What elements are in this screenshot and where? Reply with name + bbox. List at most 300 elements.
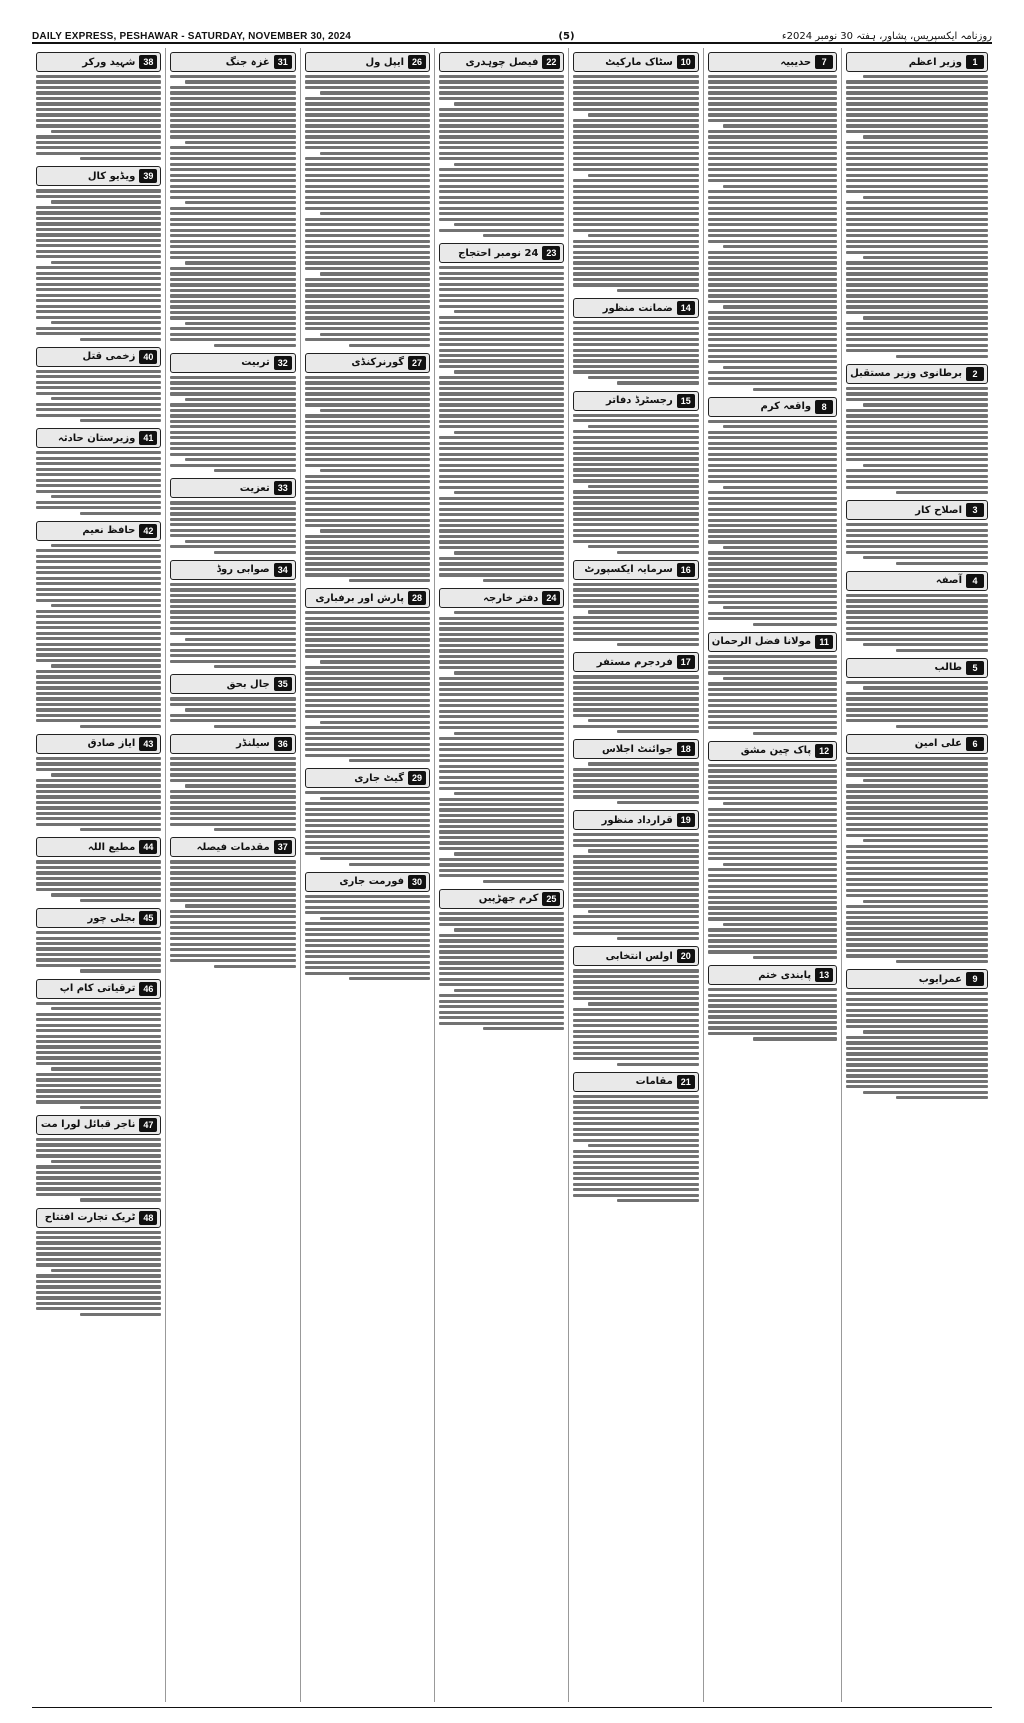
text-line <box>708 704 837 707</box>
text-line <box>439 190 564 193</box>
text-line <box>36 294 161 297</box>
text-line <box>36 942 161 945</box>
text-line <box>439 338 564 341</box>
text-line <box>36 615 161 618</box>
text-line <box>454 792 564 795</box>
text-line <box>573 332 698 335</box>
text-line <box>846 141 988 144</box>
text-line <box>36 479 161 482</box>
story-body-text <box>170 583 295 668</box>
story-number: 8 <box>815 400 833 414</box>
text-line <box>573 370 698 373</box>
story-title: غزہ جنگ <box>225 56 270 68</box>
text-line <box>573 997 698 1000</box>
text-line <box>349 977 430 980</box>
text-line <box>846 872 988 875</box>
text-line <box>846 1014 988 1017</box>
text-line <box>573 588 698 591</box>
text-line <box>573 190 698 193</box>
text-line <box>36 468 161 471</box>
text-line <box>846 240 988 243</box>
text-line <box>439 945 564 948</box>
story-title: پارش اور برفباری <box>315 592 405 604</box>
text-line <box>305 201 430 204</box>
text-line <box>708 218 837 221</box>
text-line <box>846 289 988 292</box>
text-line <box>573 627 698 630</box>
text-line <box>170 119 295 122</box>
news-story <box>439 588 564 883</box>
text-line <box>439 743 564 746</box>
text-line <box>439 414 564 417</box>
text-line <box>305 617 430 620</box>
story-number: 40 <box>139 350 157 364</box>
text-line <box>454 310 564 313</box>
text-line <box>51 664 161 667</box>
story-number: 14 <box>677 301 695 315</box>
text-line <box>170 888 295 891</box>
text-line <box>846 475 988 478</box>
text-line <box>305 966 430 969</box>
text-line <box>846 130 988 133</box>
text-line <box>170 915 295 918</box>
text-line <box>185 638 295 641</box>
text-line <box>439 863 564 866</box>
text-line <box>708 294 837 297</box>
text-line <box>439 540 564 543</box>
text-line <box>708 256 837 259</box>
text-line <box>573 518 698 521</box>
story-number: 2 <box>966 367 984 381</box>
story-title: ناجر قبائل لورا مت <box>40 1119 136 1131</box>
text-line <box>36 283 161 286</box>
story-number: 45 <box>139 911 157 925</box>
text-line <box>573 860 698 863</box>
story-number: 47 <box>139 1118 157 1132</box>
text-line <box>305 141 430 144</box>
text-line <box>305 524 430 527</box>
news-story <box>36 521 161 728</box>
text-line <box>170 507 295 510</box>
news-column <box>434 48 568 1702</box>
text-line <box>708 710 837 713</box>
text-line <box>439 787 564 790</box>
text-line <box>36 490 161 493</box>
story-title: برطانوی وزیر مستقبل <box>850 368 962 380</box>
text-line <box>846 1019 988 1022</box>
text-line <box>439 332 564 335</box>
story-heading <box>36 837 161 857</box>
text-line <box>708 699 837 702</box>
text-line <box>170 300 295 303</box>
text-line <box>170 594 295 597</box>
story-number: 24 <box>542 591 560 605</box>
text-line <box>454 611 564 614</box>
text-line <box>846 207 988 210</box>
text-line <box>305 229 430 232</box>
text-line <box>36 555 161 558</box>
text-line <box>305 475 430 478</box>
text-line <box>573 1095 698 1098</box>
story-body-text <box>846 992 988 1099</box>
text-line <box>170 86 295 89</box>
text-line <box>305 830 430 833</box>
text-line <box>573 1008 698 1011</box>
text-line <box>723 245 837 248</box>
story-heading <box>573 298 698 318</box>
text-line <box>305 671 430 674</box>
text-line <box>170 926 295 929</box>
text-line <box>439 803 564 806</box>
text-line <box>170 289 295 292</box>
text-line <box>708 868 837 871</box>
text-line <box>305 464 430 467</box>
text-line <box>723 305 837 308</box>
text-line <box>846 436 988 439</box>
story-heading <box>305 768 430 788</box>
story-number: 19 <box>677 813 695 827</box>
text-line <box>170 453 295 456</box>
text-line <box>439 447 564 450</box>
text-line <box>439 80 564 83</box>
text-line <box>36 860 161 863</box>
text-line <box>439 830 564 833</box>
text-line <box>36 239 161 242</box>
text-line <box>170 932 295 935</box>
text-line <box>846 992 988 995</box>
text-line <box>214 551 295 554</box>
story-body-text <box>573 762 698 804</box>
news-column <box>32 48 165 1702</box>
story-number: 39 <box>139 169 157 183</box>
story-body-text <box>573 833 698 940</box>
text-line <box>305 732 430 735</box>
text-line <box>439 458 564 461</box>
text-line <box>439 798 564 801</box>
text-line <box>36 888 161 891</box>
news-story <box>170 560 295 668</box>
story-number: 12 <box>815 744 833 758</box>
text-line <box>439 573 564 576</box>
text-line <box>170 654 295 657</box>
text-line <box>573 80 698 83</box>
bottom-rule <box>32 1707 992 1708</box>
text-line <box>320 469 430 472</box>
story-title: ویڈیو کال <box>87 170 136 182</box>
story-title: مقامات <box>635 1076 673 1088</box>
text-line <box>36 250 161 253</box>
text-line <box>708 824 837 827</box>
text-line <box>846 300 988 303</box>
text-line <box>36 255 161 258</box>
masthead-urdu-dateline: روزنامہ ایکسپریس، پشاور، ہفتہ 30 نومبر 2024ء <box>781 31 992 42</box>
text-line <box>846 861 988 864</box>
text-line <box>846 349 988 352</box>
text-line <box>708 86 837 89</box>
story-body-text <box>36 1231 161 1316</box>
news-story <box>846 969 988 1099</box>
text-line <box>439 808 564 811</box>
story-number: 48 <box>139 1211 157 1225</box>
text-line <box>896 960 988 963</box>
story-heading <box>846 571 988 591</box>
story-body-text <box>36 370 161 423</box>
text-line <box>36 1089 161 1092</box>
story-body-text <box>439 266 564 582</box>
text-line <box>573 692 698 695</box>
text-line <box>588 376 698 379</box>
text-line <box>573 708 698 711</box>
text-line <box>846 283 988 286</box>
text-line <box>305 972 430 975</box>
text-line <box>708 901 837 904</box>
text-line <box>573 278 698 281</box>
text-line <box>439 699 564 702</box>
text-line <box>305 627 430 630</box>
text-line <box>36 97 161 100</box>
text-line <box>588 485 698 488</box>
text-line <box>846 911 988 914</box>
text-line <box>439 354 564 357</box>
story-title: آصفہ <box>935 575 962 587</box>
text-line <box>708 835 837 838</box>
text-line <box>305 961 430 964</box>
text-line <box>36 124 161 127</box>
text-line <box>36 506 161 509</box>
text-line <box>573 540 698 543</box>
text-line <box>573 1106 698 1109</box>
text-line <box>439 381 564 384</box>
text-line <box>36 806 161 809</box>
news-story <box>170 478 295 554</box>
text-line <box>708 475 837 478</box>
story-title: ایپل ول <box>365 56 405 68</box>
text-line <box>305 327 430 330</box>
text-line <box>320 409 430 412</box>
news-story <box>573 946 698 1065</box>
text-line <box>846 453 988 456</box>
text-line <box>170 871 295 874</box>
text-line <box>170 256 295 259</box>
text-line <box>573 130 698 133</box>
text-line <box>708 119 837 122</box>
text-line <box>573 1150 698 1153</box>
story-heading <box>305 52 430 72</box>
text-line <box>588 425 698 428</box>
text-line <box>170 588 295 591</box>
text-line <box>863 196 988 199</box>
text-line <box>36 708 161 711</box>
text-line <box>305 97 430 100</box>
text-line <box>439 157 564 160</box>
text-line <box>36 381 161 384</box>
text-line <box>51 1269 161 1272</box>
story-heading <box>170 52 295 72</box>
text-line <box>36 1056 161 1059</box>
text-line <box>51 1160 161 1163</box>
text-line <box>439 660 564 663</box>
text-line <box>305 261 430 264</box>
text-line <box>708 502 837 505</box>
text-line <box>305 737 430 740</box>
text-line <box>36 1263 161 1266</box>
text-line <box>36 75 161 78</box>
text-line <box>439 464 564 467</box>
text-line <box>349 863 430 866</box>
text-line <box>170 124 295 127</box>
story-number: 15 <box>677 394 695 408</box>
story-heading <box>36 734 161 754</box>
text-line <box>36 632 161 635</box>
text-line <box>36 812 161 815</box>
text-line <box>170 959 295 962</box>
text-line <box>573 1100 698 1103</box>
text-line <box>708 508 837 511</box>
text-line <box>846 927 988 930</box>
text-line <box>846 1069 988 1072</box>
text-line <box>454 732 564 735</box>
text-line <box>36 1018 161 1021</box>
story-body-text <box>305 611 430 762</box>
text-line <box>305 294 430 297</box>
text-line <box>896 725 988 728</box>
text-line <box>51 544 161 547</box>
story-number: 26 <box>408 55 426 69</box>
text-line <box>573 479 698 482</box>
text-line <box>573 866 698 869</box>
news-story <box>439 52 564 237</box>
story-heading <box>36 521 161 541</box>
story-number: 37 <box>274 840 292 854</box>
text-line <box>305 338 430 341</box>
text-line <box>439 869 564 872</box>
text-line <box>305 381 430 384</box>
text-line <box>483 1027 564 1030</box>
text-line <box>305 666 430 669</box>
text-line <box>573 714 698 717</box>
story-heading <box>573 1072 698 1092</box>
text-line <box>36 217 161 220</box>
story-heading <box>846 500 988 520</box>
text-line <box>708 852 837 855</box>
text-line <box>573 1013 698 1016</box>
story-body-text <box>708 655 837 735</box>
news-story <box>846 658 988 728</box>
text-line <box>36 1236 161 1239</box>
text-line <box>708 519 837 522</box>
text-line <box>708 491 837 494</box>
text-line <box>170 534 295 537</box>
text-line <box>305 251 430 254</box>
text-line <box>573 102 698 105</box>
text-line <box>846 278 988 281</box>
story-title: سٹاک مارکیٹ <box>605 56 673 68</box>
text-line <box>896 649 988 652</box>
text-line <box>846 714 988 717</box>
text-line <box>573 784 698 787</box>
text-line <box>573 354 698 357</box>
text-line <box>708 436 837 439</box>
text-line <box>36 1013 161 1016</box>
text-line <box>36 588 161 591</box>
text-line <box>305 699 430 702</box>
text-line <box>170 152 295 155</box>
text-line <box>36 316 161 319</box>
text-line <box>439 436 564 439</box>
text-line <box>588 113 698 116</box>
text-line <box>320 797 430 800</box>
text-line <box>573 1019 698 1022</box>
text-line <box>573 594 698 597</box>
text-line <box>708 808 837 811</box>
text-line <box>305 322 430 325</box>
text-line <box>170 294 295 297</box>
text-line <box>80 899 161 902</box>
text-line <box>846 469 988 472</box>
text-line <box>36 1002 161 1005</box>
text-line <box>708 344 837 347</box>
text-line <box>36 577 161 580</box>
news-story <box>573 560 698 647</box>
story-number: 4 <box>966 574 984 588</box>
text-line <box>588 1144 698 1147</box>
text-line <box>36 108 161 111</box>
story-title: وزیرستان حادثہ <box>58 432 136 444</box>
text-line <box>846 529 988 532</box>
text-line <box>846 251 988 254</box>
text-line <box>846 190 988 193</box>
text-line <box>170 283 295 286</box>
text-line <box>36 370 161 373</box>
text-line <box>36 501 161 504</box>
text-line <box>170 518 295 521</box>
text-line <box>617 1063 698 1066</box>
news-column <box>841 48 992 1702</box>
text-line <box>170 866 295 869</box>
text-line <box>846 333 988 336</box>
text-line <box>36 823 161 826</box>
text-line <box>573 1194 698 1197</box>
text-line <box>573 1166 698 1169</box>
text-line <box>36 1285 161 1288</box>
text-line <box>36 310 161 313</box>
text-line <box>573 327 698 330</box>
text-line <box>439 704 564 707</box>
text-line <box>708 1032 837 1035</box>
text-line <box>170 893 295 896</box>
text-line <box>305 835 430 838</box>
text-line <box>573 638 698 641</box>
text-line <box>51 604 161 607</box>
text-line <box>708 721 837 724</box>
text-line <box>573 436 698 439</box>
text-line <box>36 462 161 465</box>
text-line <box>708 130 837 133</box>
story-heading <box>36 908 161 928</box>
text-line <box>170 376 295 379</box>
text-line <box>305 519 430 522</box>
text-line <box>708 885 837 888</box>
text-line <box>439 950 564 953</box>
text-line <box>708 316 837 319</box>
text-line <box>846 762 988 765</box>
text-line <box>846 692 988 695</box>
text-line <box>305 289 430 292</box>
text-line <box>36 549 161 552</box>
text-line <box>305 403 430 406</box>
text-line <box>170 251 295 254</box>
masthead <box>32 22 992 44</box>
